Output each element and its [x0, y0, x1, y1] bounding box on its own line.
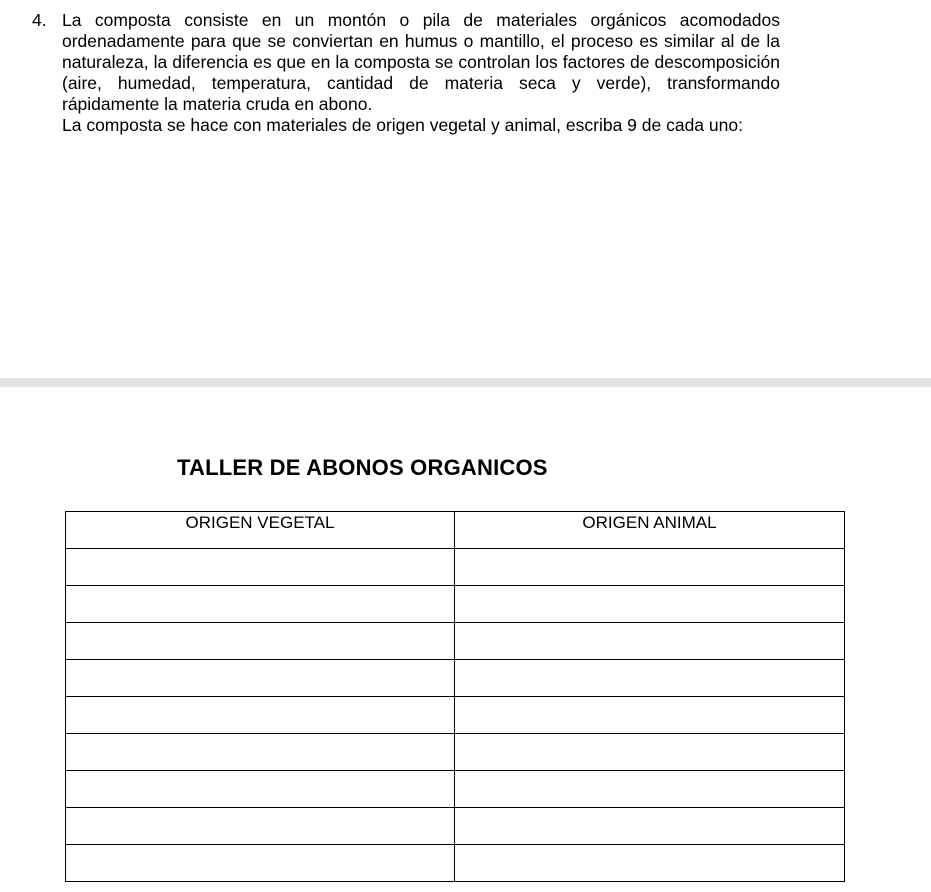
table-row — [66, 845, 845, 882]
question-number: 4. — [32, 10, 47, 30]
answer-cell-vegetal[interactable] — [66, 697, 455, 734]
table-row — [66, 623, 845, 660]
answer-cell-animal[interactable] — [455, 808, 845, 845]
page-top — [0, 0, 931, 378]
answer-cell-vegetal[interactable] — [66, 808, 455, 845]
question-body — [62, 10, 780, 136]
column-header-animal: ORIGEN ANIMAL — [455, 512, 845, 549]
table-row — [66, 586, 845, 623]
answer-cell-animal[interactable] — [455, 771, 845, 808]
table-header-row — [66, 512, 845, 549]
answer-cell-vegetal[interactable] — [66, 845, 455, 882]
answer-rows — [66, 549, 845, 882]
table-row — [66, 771, 845, 808]
answer-cell-vegetal[interactable] — [66, 734, 455, 771]
answer-cell-vegetal[interactable] — [66, 586, 455, 623]
answer-cell-vegetal[interactable] — [66, 623, 455, 660]
page-separator — [0, 378, 931, 387]
column-header-vegetal: ORIGEN VEGETAL — [66, 512, 455, 549]
table-row — [66, 549, 845, 586]
table-row — [66, 697, 845, 734]
answer-cell-animal[interactable] — [455, 586, 845, 623]
answer-cell-vegetal[interactable] — [66, 549, 455, 586]
question-paragraph-1: La composta consiste en un montón o pila de materiales orgánicos acomodados ordenadamente para que se conviertan en humus o mantillo, el proceso es similar al de la naturaleza, la diferencia es que en la composta se controlan los factores de descomposición (aire, humedad, temperatura, cantidad de materia seca y verde), transformando rápidamente la materia cruda en abono. — [62, 10, 780, 114]
answer-cell-animal[interactable] — [455, 845, 845, 882]
answer-cell-animal[interactable] — [455, 734, 845, 771]
answer-table — [65, 511, 845, 882]
worksheet-title: TALLER DE ABONOS ORGANICOS — [177, 455, 548, 480]
table-row — [66, 734, 845, 771]
answer-cell-animal[interactable] — [455, 623, 845, 660]
answer-cell-vegetal[interactable] — [66, 660, 455, 697]
question-4 — [32, 10, 780, 136]
answer-cell-vegetal[interactable] — [66, 771, 455, 808]
answer-cell-animal[interactable] — [455, 549, 845, 586]
answer-cell-animal[interactable] — [455, 697, 845, 734]
question-paragraph-2: La composta se hace con materiales de origen vegetal y animal, escriba 9 de cada uno: — [62, 115, 743, 135]
table-row — [66, 808, 845, 845]
answer-cell-animal[interactable] — [455, 660, 845, 697]
table-row — [66, 660, 845, 697]
